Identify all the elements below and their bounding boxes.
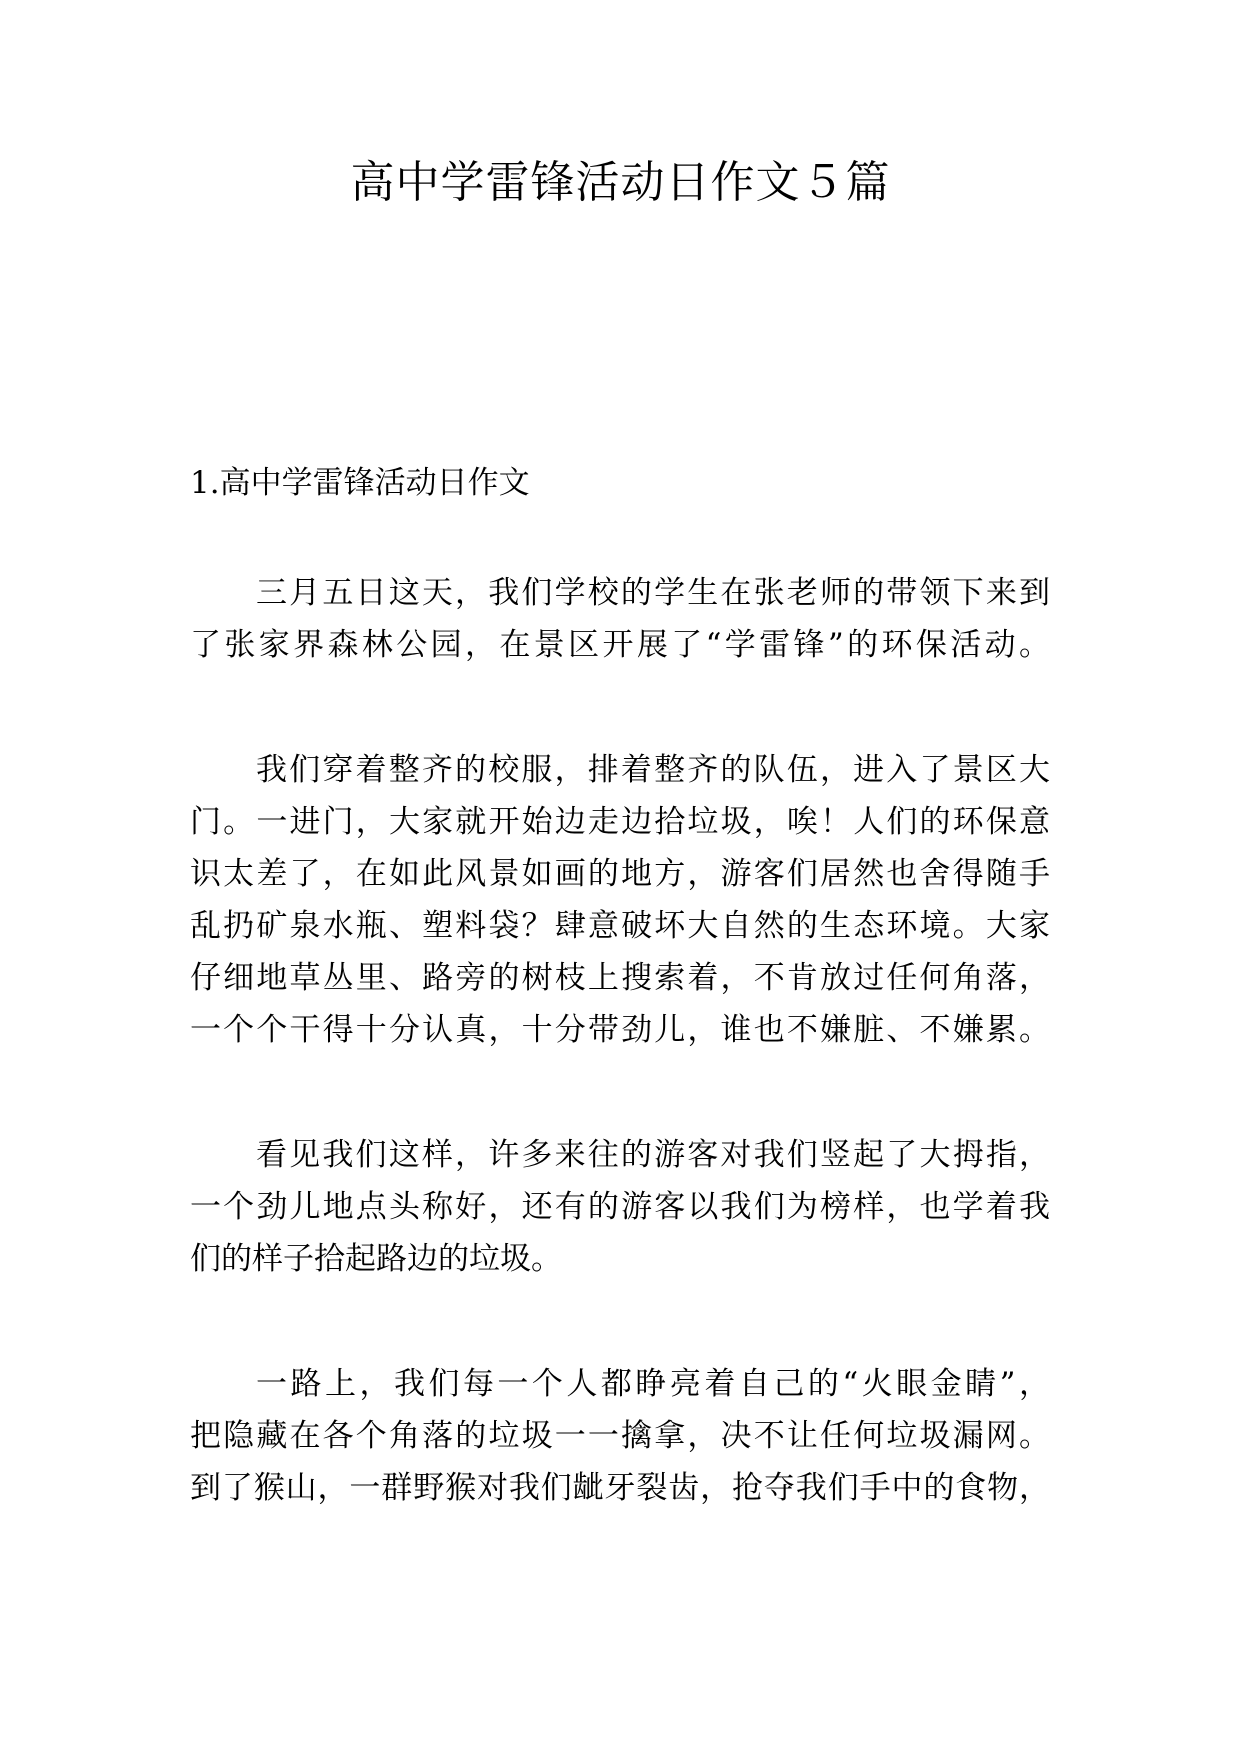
paragraph-2: [190, 744, 1050, 1056]
paragraph-line: 门。一进门，大家就开始边走边拾垃圾，唉！人们的环保意: [190, 804, 1050, 840]
paragraph-line: 了张家界森林公园，在景区开展了“学雷锋”的环保活动。: [190, 627, 1050, 663]
paragraph-line: 们的样子拾起路边的垃圾。: [190, 1241, 562, 1277]
paragraph-line: 识太差了，在如此风景如画的地方，游客们居然也舍得随手: [190, 856, 1050, 892]
paragraph-line: 把隐藏在各个角落的垃圾一一擒拿，决不让任何垃圾漏网。: [190, 1418, 1050, 1454]
section-heading: 1.高中学雷锋活动日作文: [190, 465, 530, 501]
paragraph-line: 仔细地草丛里、路旁的树枝上搜索着，不肯放过任何角落，: [190, 960, 1050, 996]
paragraph-line: 一个劲儿地点头称好，还有的游客以我们为榜样，也学着我: [190, 1189, 1050, 1225]
paragraph-line: 一路上，我们每一个人都睁亮着自己的“火眼金睛”，: [256, 1366, 1050, 1402]
paragraph-line: 到了猴山，一群野猴对我们龇牙裂齿，抢夺我们手中的食物，: [190, 1470, 1050, 1506]
paragraph-1: [190, 567, 1050, 671]
paragraph-line: 乱扔矿泉水瓶、塑料袋？肆意破坏大自然的生态环境。大家: [190, 908, 1050, 944]
paragraph-4: [190, 1358, 1050, 1514]
paragraph-line: 看见我们这样，许多来往的游客对我们竖起了大拇指，: [256, 1137, 1050, 1173]
document-title: 高中学雷锋活动日作文５篇: [350, 157, 891, 208]
paragraph-line: 一个个干得十分认真，十分带劲儿，谁也不嫌脏、不嫌累。: [190, 1012, 1050, 1048]
paragraph-line: 我们穿着整齐的校服，排着整齐的队伍，进入了景区大: [256, 752, 1050, 788]
paragraph-3: [190, 1129, 1050, 1285]
paragraph-line: 三月五日这天，我们学校的学生在张老师的带领下来到: [256, 575, 1050, 611]
